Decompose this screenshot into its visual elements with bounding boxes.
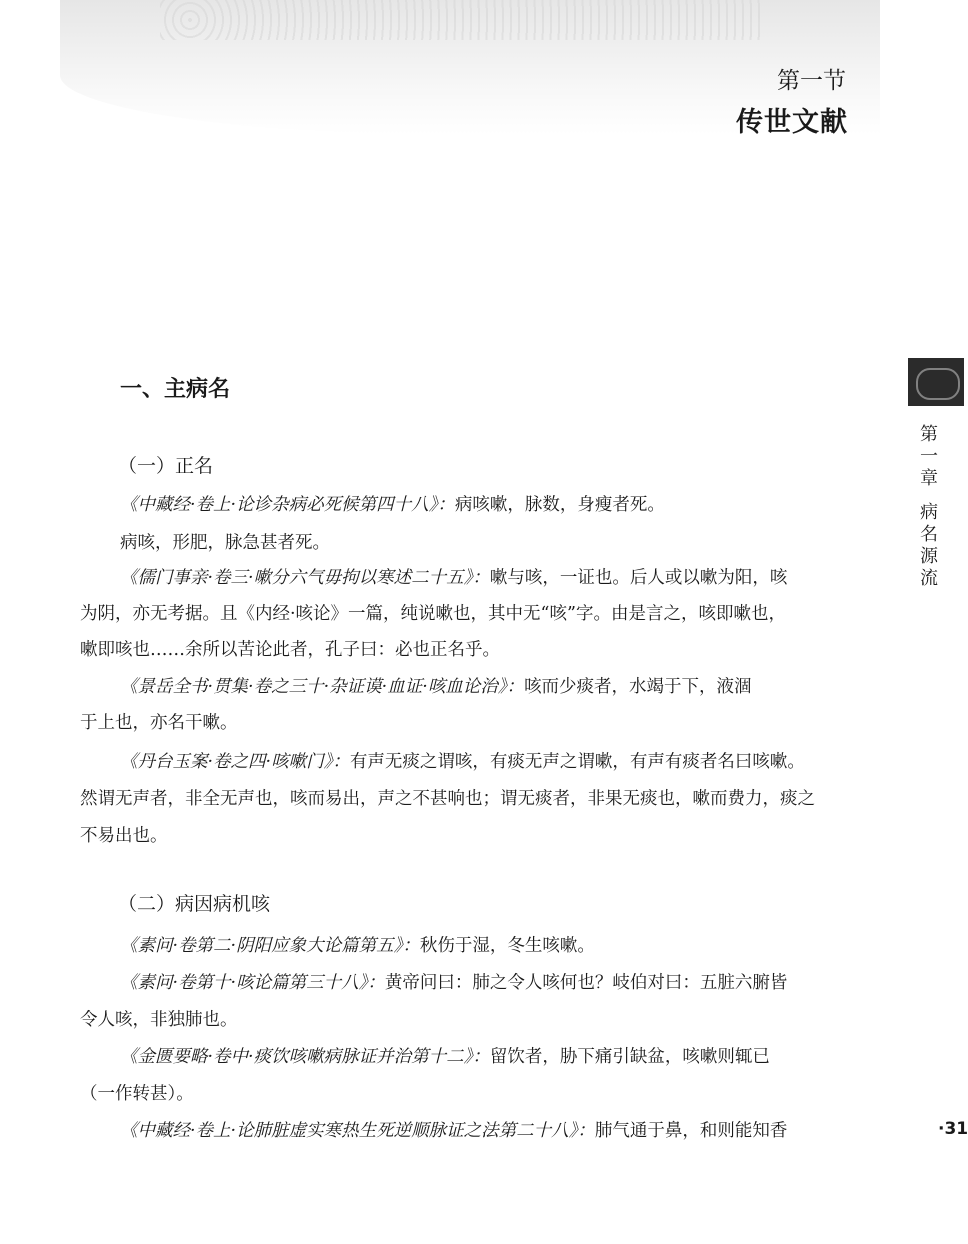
source-citation: 《中藏经·卷上·论肺脏虚实寒热生死逆顺脉证之法第二十八》： (120, 1121, 595, 1141)
section-number: 第一节 (777, 68, 846, 94)
source-citation: 《素问·卷第十·咳论篇第三十八》： (120, 973, 385, 993)
text-line (120, 494, 665, 516)
source-citation: 《中藏经·卷上·论诊杂病必死候第四十八》： (120, 495, 455, 515)
source-citation: 《儒门事亲·卷三·嗽分六气毋拘以寒述二十五》： (120, 568, 490, 588)
text-line (120, 532, 330, 554)
source-citation: 《景岳全书·贯集·卷之三十·杂证谟·血证·咳血论治》： (120, 677, 525, 697)
line-text: 嗽即咳也……余所以苦论此者，孔子曰：必也正名乎。 (80, 640, 500, 660)
text-line (80, 1083, 194, 1105)
line-text: 嗽与咳，一证也。后人或以嗽为阳，咳 (489, 568, 788, 588)
heading-main-disease-name: 一、主病名 (120, 377, 231, 402)
subheading-proper-name: （一）正名 (118, 455, 214, 477)
chapter-number: 第一章 (920, 424, 938, 489)
text-line (120, 1120, 787, 1142)
line-text: 然谓无声者，非全无声也，咳而易出，声之不甚响也；谓无痰者，非果无痰也，嗽而费力，痰之 (80, 789, 815, 809)
text-line (120, 676, 752, 698)
subheading-etiology: （二）病因病机咳 (118, 893, 271, 915)
text-line (80, 603, 786, 625)
chapter-side-label (920, 424, 942, 590)
source-citation: 《素问·卷第二·阴阳应象大论篇第五》： (120, 936, 420, 956)
source-citation: 《丹台玉案·卷之四·咳嗽门》： (120, 752, 350, 772)
line-text: 有声无痰之谓咳，有痰无声之谓嗽，有声有痰者名曰咳嗽。 (349, 752, 805, 772)
chapter-tab-emblem (908, 358, 964, 406)
source-citation: 《金匮要略·卷中·痰饮咳嗽病脉证并治第十二》： (120, 1047, 490, 1067)
line-text: 黄帝问曰：肺之令人咳何也？岐伯对曰：五脏六腑皆 (384, 973, 788, 993)
line-text: （一作转甚）。 (80, 1084, 194, 1104)
chapter-name: 病名源流 (920, 502, 938, 589)
text-line (120, 751, 805, 773)
line-text: 病咳嗽，脉数，身瘦者死。 (454, 495, 665, 515)
line-text: 秋伤于湿，冬生咳嗽。 (419, 936, 595, 956)
line-text: 于上也，亦名干嗽。 (80, 713, 238, 733)
text-line (80, 788, 815, 810)
text-line (80, 712, 238, 734)
text-line (120, 935, 595, 957)
text-line (120, 972, 787, 994)
line-text: 肺气通于鼻，和则能知香 (594, 1121, 788, 1141)
line-text: 咳而少痰者，水竭于下，液涸 (524, 677, 752, 697)
text-line (120, 567, 787, 589)
text-line (120, 1046, 770, 1068)
text-line (80, 825, 168, 847)
text-line (80, 639, 500, 661)
line-text: 令人咳，非独肺也。 (80, 1010, 238, 1030)
text-line (80, 1009, 238, 1031)
line-text: 为阴，亦无考据。且《内经·咳论》一篇，纯说嗽也，其中无“咳”字。由是言之，咳即嗽也， (80, 604, 786, 624)
line-text: 留饮者，胁下痛引缺盆，咳嗽则辄已 (489, 1047, 770, 1067)
line-text: 病咳，形肥，脉急甚者死。 (120, 533, 330, 553)
line-text: 不易出也。 (80, 826, 168, 846)
page-number: ·31 (938, 1119, 968, 1139)
section-title: 传世文献 (736, 107, 848, 138)
